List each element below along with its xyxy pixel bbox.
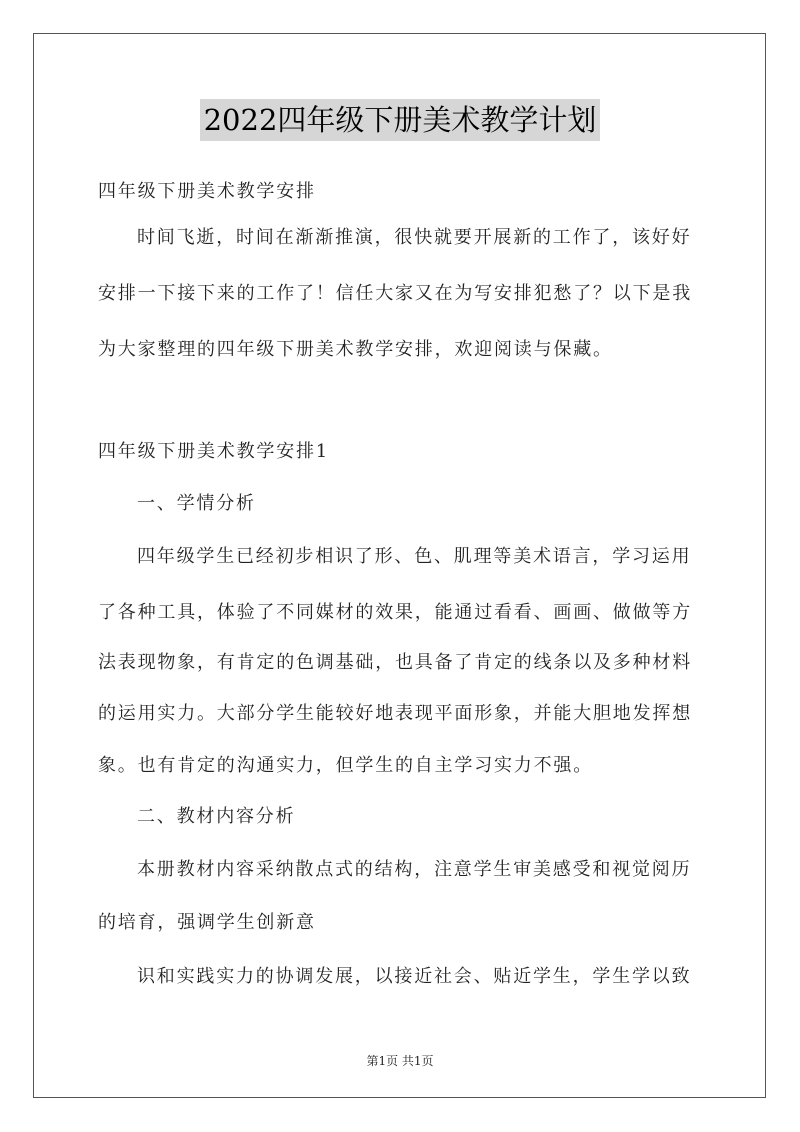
paragraph-line: 的运用实力。大部分学生能较好地表现平面形象，并能大胆地发挥想 [98,703,692,724]
title-container [0,99,800,141]
document-title: 2022四年级下册美术教学计划 [200,99,601,141]
paragraph-line: 法表现物象，有肯定的色调基础，也具备了肯定的线条以及多种材料 [98,652,692,673]
subheading-student-analysis: 一、学情分析 [137,493,256,514]
paragraph-line: 识和实践实力的协调发展，以接近社会、贴近学生，学生学以致 [137,966,692,987]
page-footer: 第1页 共1页 [366,1054,434,1068]
paragraph-line: 本册教材内容采纳散点式的结构，注意学生审美感受和视觉阅历 [137,859,692,880]
paragraph-line: 了各种工具，体验了不同媒材的效果，能通过看看、画画、做做等方 [98,602,692,623]
subheading-textbook-analysis: 二、教材内容分析 [137,806,296,827]
paragraph-line: 的培育，强调学生创新意 [98,912,316,933]
paragraph-line: 为大家整理的四年级下册美术教学安排，欢迎阅读与保藏。 [98,339,613,360]
paragraph-line: 四年级学生已经初步相识了形、色、肌理等美术语言，学习运用 [137,546,692,567]
paragraph-line: 时间飞逝，时间在渐渐推演，很快就要开展新的工作了，该好好 [137,227,692,248]
paragraph-line: 安排一下接下来的工作了！信任大家又在为写安排犯愁了？以下是我 [98,283,692,304]
doc-heading-plan: 四年级下册美术教学安排 [98,181,316,202]
paragraph-line: 象。也有肯定的沟通实力，但学生的自主学习实力不强。 [98,755,593,776]
section-heading-plan-1: 四年级下册美术教学安排1 [98,441,330,462]
